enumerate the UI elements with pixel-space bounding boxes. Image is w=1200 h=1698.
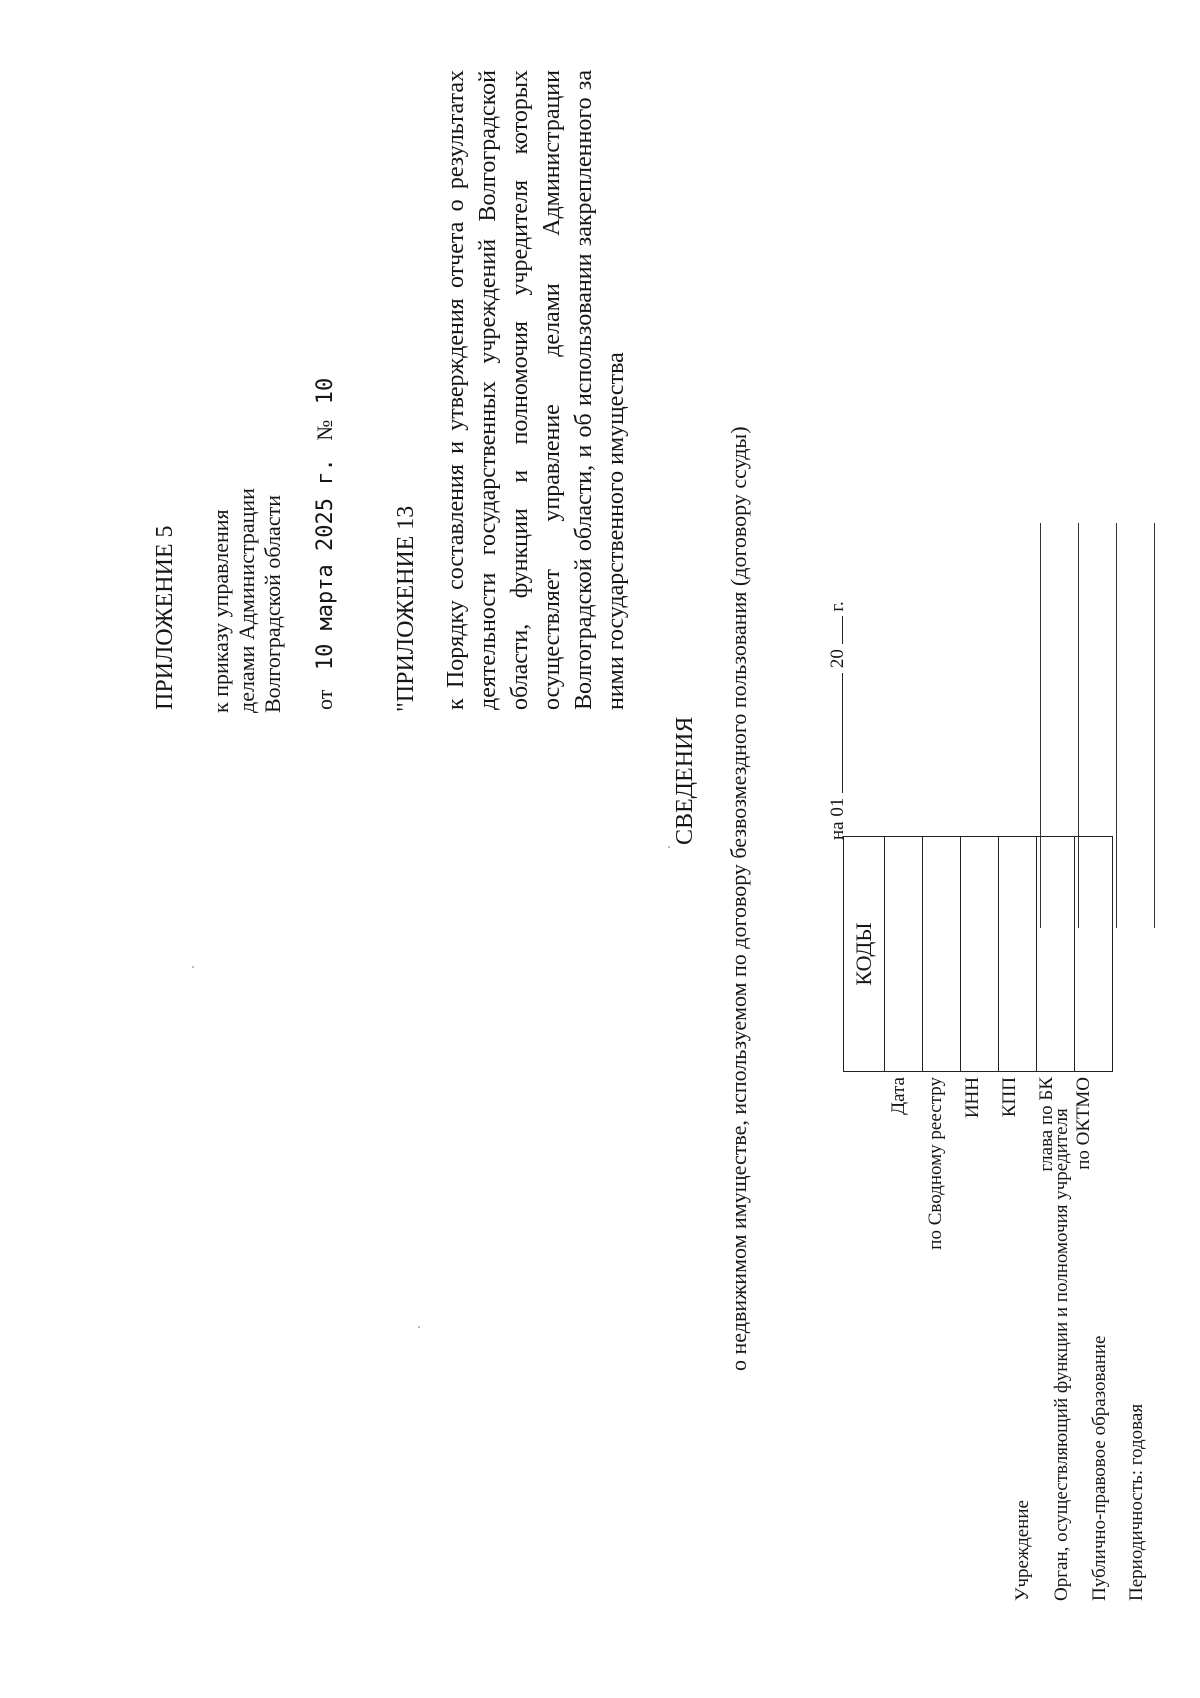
label-registry: по Сводному реестру <box>925 1077 946 1250</box>
as-of-prefix: на 01 <box>827 797 848 840</box>
code-date-cell[interactable] <box>885 837 923 1072</box>
codes-row <box>961 837 999 1072</box>
scan-speck <box>418 1326 420 1328</box>
year-prefix: 20 <box>827 649 848 669</box>
codes-row <box>1037 837 1075 1072</box>
year-blank[interactable] <box>820 616 843 644</box>
field-institution: Учреждение <box>1012 1500 1033 1601</box>
institution-blank-line[interactable] <box>1040 523 1041 928</box>
field-public-entity: Публично-правовое образование <box>1089 1335 1110 1601</box>
codes-row <box>1075 837 1113 1072</box>
public-entity-blank-line[interactable] <box>1116 523 1117 928</box>
codes-row <box>885 837 923 1072</box>
appendix-13-title: "ПРИЛОЖЕНИЕ 13 <box>393 505 419 712</box>
order-date-line <box>312 378 338 710</box>
order-line-3: Волгоградской области <box>260 495 285 713</box>
codes-row <box>923 837 961 1072</box>
scan-speck <box>668 846 670 848</box>
codes-header-row <box>844 837 885 1072</box>
label-date: Дата <box>888 1077 909 1115</box>
document-title: СВЕДЕНИЯ <box>672 716 698 845</box>
label-oktmo: по ОКТМО <box>1073 1077 1094 1170</box>
number-sign: № <box>312 419 337 441</box>
appendix-5-title: ПРИЛОЖЕНИЕ 5 <box>152 525 178 710</box>
periodicity-blank-line[interactable] <box>1154 523 1155 928</box>
codes-row <box>999 837 1037 1072</box>
code-inn-cell[interactable] <box>961 837 999 1072</box>
code-kpp-cell[interactable] <box>999 837 1037 1072</box>
scan-speck <box>192 966 194 968</box>
codes-table <box>843 836 1113 1072</box>
date-prefix: от <box>312 689 337 710</box>
order-number: 10 <box>313 377 338 405</box>
order-date: 10 марта 2025 г. <box>313 458 338 671</box>
document-subtitle: о недвижимом имуществе, используемом по договору безвозмездного пользования (договору ссуды) <box>726 426 751 1371</box>
field-founder-body: Орган, осуществляющий функции и полномочия учредителя <box>1051 1108 1072 1601</box>
day-month-blank[interactable] <box>820 673 843 793</box>
order-reference <box>208 488 286 713</box>
code-oktmo-cell[interactable] <box>1075 837 1113 1072</box>
codes-header: КОДЫ <box>844 837 885 1072</box>
order-line-2: делами Администрации <box>234 488 259 713</box>
code-bk-cell[interactable] <box>1037 837 1075 1072</box>
label-bk: глава по БК <box>1036 1077 1057 1172</box>
order-line-1: к приказу управления <box>208 509 233 713</box>
field-periodicity: Периодичность: годовая <box>1126 1403 1147 1601</box>
label-inn: ИНН <box>962 1077 983 1119</box>
code-registry-cell[interactable] <box>923 837 961 1072</box>
year-suffix: г. <box>827 601 848 612</box>
appendix-13-text: к Порядку составления и утверждения отчета о результатах деятельности государственных учреждений Волгоградской области, функции и полномочия учредителя которых осуществляет управление делами Администрации Волгоградской области, и об использовании закрепленного за ними государственного имущества <box>443 70 629 710</box>
as-of-date-line <box>820 601 849 840</box>
label-kpp: КПП <box>999 1077 1020 1118</box>
founder-body-blank-line[interactable] <box>1078 523 1079 928</box>
